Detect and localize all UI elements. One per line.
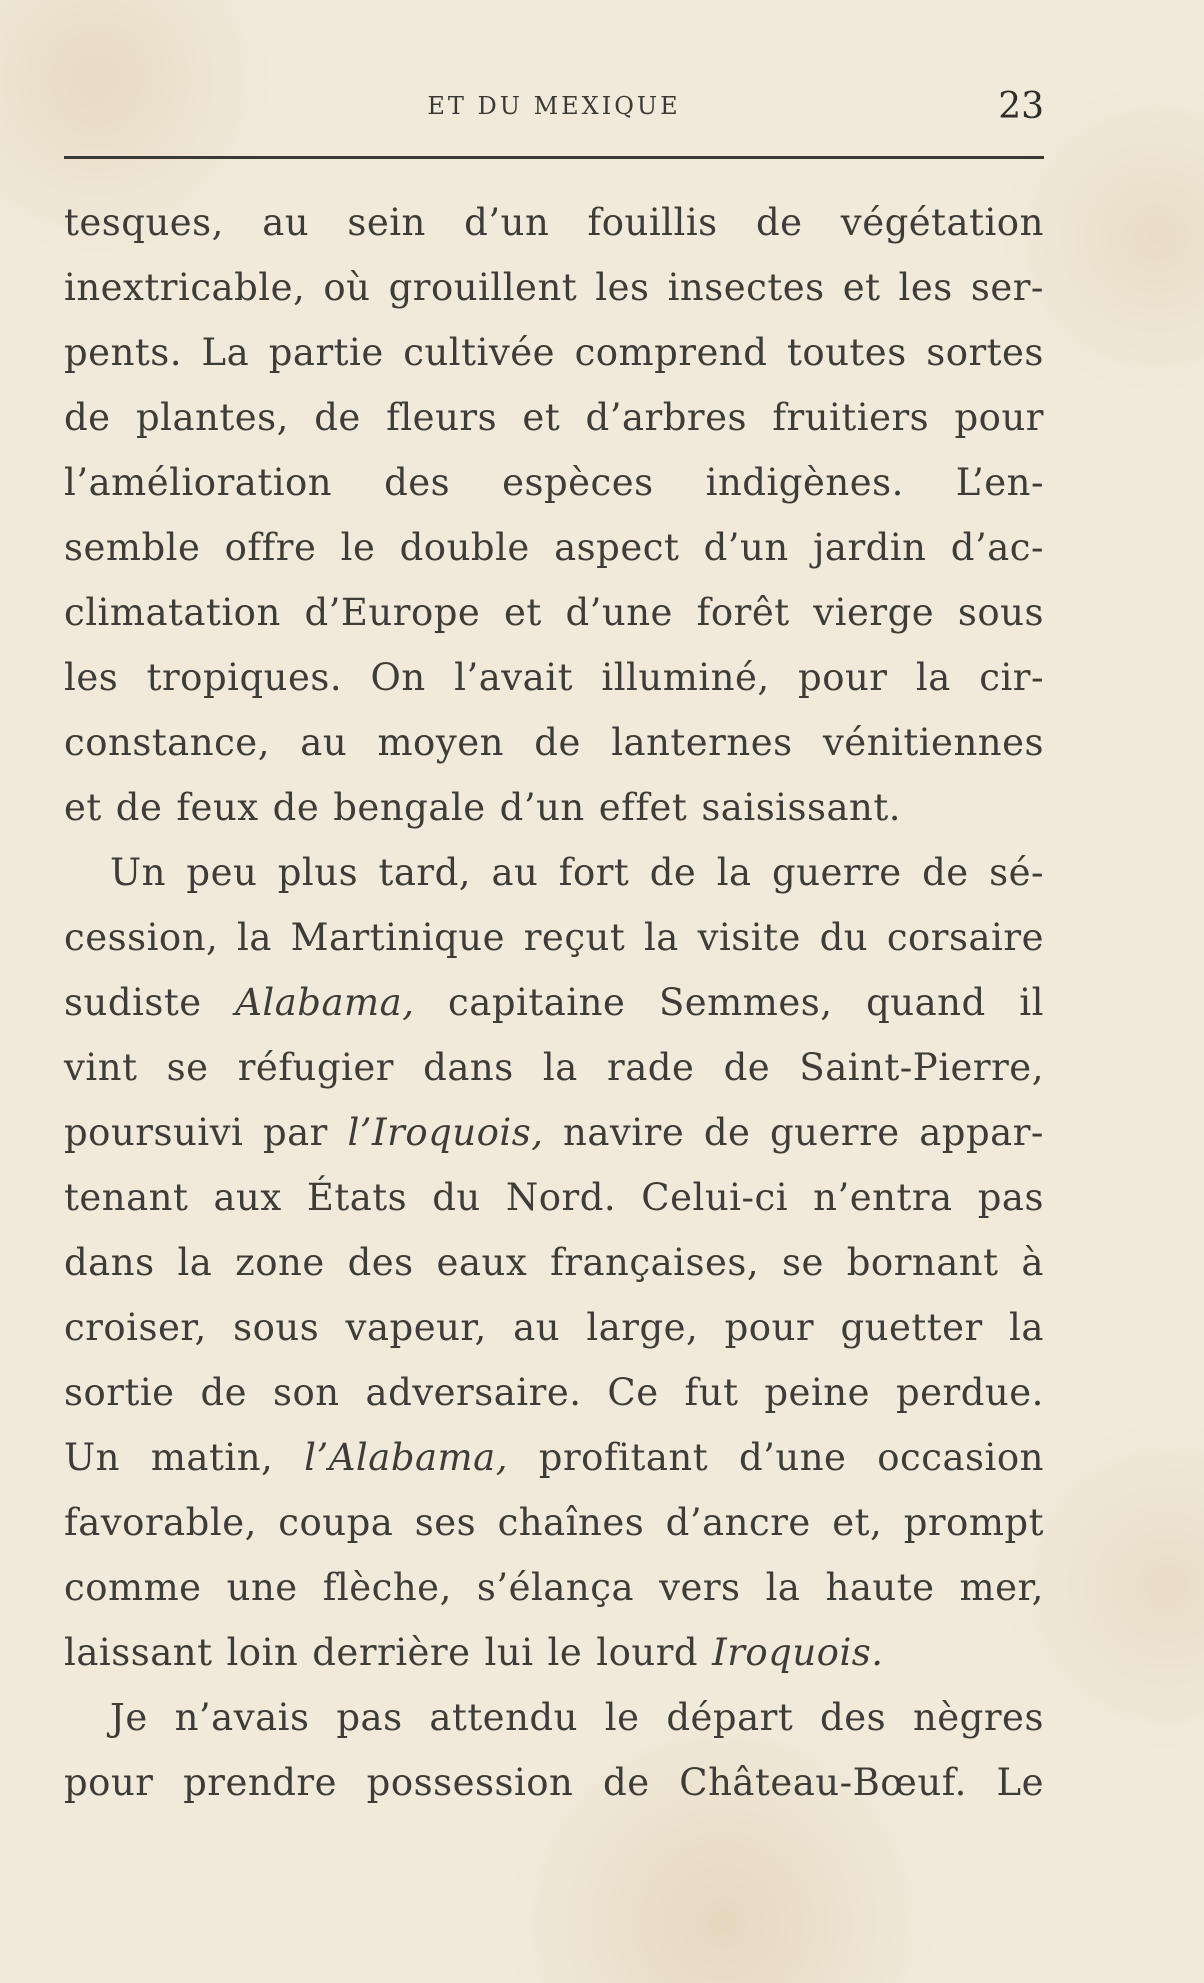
word: sous <box>233 1306 320 1349</box>
word: guetter <box>840 1306 983 1349</box>
word: bornant <box>846 1241 999 1284</box>
word: reçut <box>523 916 626 959</box>
word: Celui-ci <box>641 1176 789 1219</box>
word: favorable, <box>64 1501 257 1544</box>
word: peine <box>764 1371 871 1414</box>
text-line <box>64 1230 1044 1295</box>
word: sé- <box>989 851 1044 894</box>
word: des <box>384 461 451 504</box>
text-line <box>64 905 1044 970</box>
word: Nord. <box>505 1176 617 1219</box>
text-line <box>64 1425 1044 1490</box>
text-line <box>64 450 1044 515</box>
word: Château-Bœuf. <box>679 1761 967 1804</box>
word: zone <box>235 1241 325 1284</box>
word: il <box>1019 981 1044 1024</box>
word: l’avait <box>454 656 573 699</box>
word: les <box>64 656 119 699</box>
word: le <box>340 526 376 569</box>
word: sudiste <box>64 981 202 1024</box>
word: la <box>1009 1306 1044 1349</box>
word: attendu <box>429 1696 578 1739</box>
word: pas <box>336 1696 403 1739</box>
word: occasion <box>877 1436 1044 1479</box>
word: appar- <box>919 1111 1044 1154</box>
word: visite <box>697 916 801 959</box>
text-line <box>64 970 1044 1035</box>
word: d’un <box>703 526 789 569</box>
word: poursuivi <box>64 1111 244 1154</box>
word: rade <box>607 1046 695 1089</box>
word: vapeur, <box>345 1306 487 1349</box>
word: l’Alabama, <box>304 1436 508 1479</box>
word: haute <box>825 1566 935 1609</box>
word: aspect <box>554 526 680 569</box>
word: des <box>820 1696 887 1739</box>
word: fruitiers <box>772 396 930 439</box>
word: guerre <box>772 851 902 894</box>
word: au <box>513 1306 561 1349</box>
word: offre <box>224 526 317 569</box>
text-line <box>64 1295 1044 1360</box>
word: effet <box>598 786 688 829</box>
word: tesques, <box>64 201 224 244</box>
word: large, <box>586 1306 699 1349</box>
word: se <box>781 1241 824 1284</box>
word: saisissant. <box>701 786 902 829</box>
word: d’un <box>464 201 550 244</box>
word: s’élança <box>476 1566 635 1609</box>
text-line <box>64 1750 1044 1815</box>
word: les <box>595 266 650 309</box>
word: partie <box>268 331 384 374</box>
text-line <box>64 1685 1044 1750</box>
word: Martinique <box>290 916 506 959</box>
word: La <box>201 331 250 374</box>
text-line <box>64 385 1044 450</box>
word: insectes <box>667 266 825 309</box>
word: loin <box>226 1631 299 1674</box>
word: du <box>819 916 869 959</box>
word: sous <box>957 591 1044 634</box>
word: de <box>272 786 320 829</box>
word: grouillent <box>388 266 578 309</box>
word: cession, <box>64 916 219 959</box>
word: végétation <box>840 201 1044 244</box>
word: chaînes <box>497 1501 645 1544</box>
header-rule <box>64 156 1044 159</box>
word: de <box>649 851 697 894</box>
word: pour <box>798 656 888 699</box>
word: l’amélioration <box>64 461 333 504</box>
word: de <box>922 851 969 894</box>
word: vierge <box>813 591 935 634</box>
word: cultivée <box>403 331 556 374</box>
word: et <box>522 396 561 439</box>
word: pour <box>64 1761 154 1804</box>
word: adversaire. <box>365 1371 582 1414</box>
word: Un <box>110 851 167 894</box>
word: quand <box>866 981 986 1024</box>
word: perdue. <box>895 1371 1044 1414</box>
word: de <box>755 201 803 244</box>
word: sortes <box>926 331 1044 374</box>
word: dans <box>423 1046 514 1089</box>
word: fleurs <box>386 396 498 439</box>
word: la <box>716 851 752 894</box>
word: de <box>314 396 361 439</box>
word: de <box>64 396 111 439</box>
word: capitaine <box>448 981 626 1024</box>
word: tard, <box>378 851 472 894</box>
word: constance, <box>64 721 270 764</box>
word: pas <box>977 1176 1044 1219</box>
word: n’entra <box>813 1176 953 1219</box>
word: la <box>237 916 272 959</box>
word: illuminé, <box>601 656 770 699</box>
word: semble <box>64 526 201 569</box>
page-number: 23 <box>998 86 1044 127</box>
word: guerre <box>769 1111 900 1154</box>
word: du <box>432 1176 481 1219</box>
word: cir- <box>979 656 1044 699</box>
word: L’en- <box>955 461 1044 504</box>
text-line <box>64 1360 1044 1425</box>
word: d’ancre <box>665 1501 811 1544</box>
word: moyen <box>377 721 504 764</box>
text-line <box>64 1490 1044 1555</box>
word: françaises, <box>550 1241 760 1284</box>
word: eaux <box>436 1241 528 1284</box>
word: d’arbres <box>585 396 747 439</box>
word: Semmes, <box>658 981 833 1024</box>
word: pour <box>954 396 1044 439</box>
word: Un <box>64 1436 121 1479</box>
word: par <box>262 1111 328 1154</box>
word: vint <box>64 1046 138 1089</box>
word: et <box>64 786 102 829</box>
word: profitant <box>538 1436 709 1479</box>
word: fort <box>558 851 630 894</box>
word: son <box>273 1371 340 1414</box>
word: n’avais <box>174 1696 310 1739</box>
word: On <box>370 656 426 699</box>
word: se <box>166 1046 209 1089</box>
word: d’une <box>738 1436 847 1479</box>
word: la <box>177 1241 213 1284</box>
word: lourd <box>596 1631 699 1674</box>
word: de <box>703 1111 751 1154</box>
word: inextricable, <box>64 266 306 309</box>
word: nègres <box>912 1696 1044 1739</box>
word: la <box>765 1566 801 1609</box>
text-line <box>64 580 1044 645</box>
word: dans <box>64 1241 155 1284</box>
text-line <box>64 1035 1044 1100</box>
word: pents. <box>64 331 183 374</box>
word: de <box>723 1046 771 1089</box>
word: de <box>200 1371 248 1414</box>
text-line <box>64 1165 1044 1230</box>
word: Alabama, <box>235 981 415 1024</box>
word: et <box>842 266 881 309</box>
word: le <box>604 1696 640 1739</box>
word: la <box>542 1046 578 1089</box>
word: toutes <box>786 331 907 374</box>
text-line <box>64 1100 1044 1165</box>
word: forêt <box>696 591 790 634</box>
word: le <box>547 1631 583 1674</box>
word: espèces <box>502 461 654 504</box>
word: mer, <box>959 1566 1044 1609</box>
word: comme <box>64 1566 202 1609</box>
word: double <box>399 526 530 569</box>
body-text <box>64 190 1044 1815</box>
word: d’Europe <box>304 591 481 634</box>
word: au <box>300 721 348 764</box>
word: comprend <box>574 331 768 374</box>
word: aux <box>213 1176 282 1219</box>
word: indigènes. <box>705 461 904 504</box>
word: une <box>226 1566 298 1609</box>
word: tenant <box>64 1176 189 1219</box>
word: d’une <box>565 591 673 634</box>
word: fut <box>684 1371 739 1414</box>
word: de <box>534 721 581 764</box>
word: d’ac- <box>950 526 1044 569</box>
running-head: ET DU MEXIQUE <box>427 92 681 120</box>
word: matin, <box>150 1436 274 1479</box>
word: prompt <box>903 1501 1044 1544</box>
word: plus <box>277 851 359 894</box>
word: croiser, <box>64 1306 207 1349</box>
word: plantes, <box>135 396 289 439</box>
word: la <box>915 656 951 699</box>
word: jardin <box>812 526 927 569</box>
text-line <box>64 190 1044 255</box>
word: à <box>1021 1241 1044 1284</box>
word: possession <box>366 1761 574 1804</box>
word: coupa <box>278 1501 394 1544</box>
word: pour <box>724 1306 815 1349</box>
word: de <box>603 1761 650 1804</box>
word: départ <box>666 1696 794 1739</box>
word: au <box>262 201 310 244</box>
word: Je <box>110 1696 148 1739</box>
word: Le <box>996 1761 1044 1804</box>
word: tropiques. <box>146 656 343 699</box>
word: l’Iroquois, <box>347 1111 544 1154</box>
text-line <box>64 775 1044 840</box>
word: et, <box>832 1501 883 1544</box>
text-line <box>64 645 1044 710</box>
page-header <box>64 86 1044 136</box>
text-line <box>64 320 1044 385</box>
word: vénitiennes <box>822 721 1044 764</box>
text-line <box>64 1555 1044 1620</box>
word: corsaire <box>886 916 1044 959</box>
text-line <box>64 255 1044 320</box>
word: Ce <box>607 1371 659 1414</box>
word: ser- <box>970 266 1044 309</box>
word: la <box>643 916 679 959</box>
word: feux <box>176 786 259 829</box>
word: climatation <box>64 591 281 634</box>
word: sortie <box>64 1371 175 1414</box>
word: ses <box>414 1501 477 1544</box>
text-line <box>64 840 1044 905</box>
word: flèche, <box>322 1566 452 1609</box>
word: Saint-Pierre, <box>799 1046 1044 1089</box>
word: où <box>323 266 371 309</box>
word: des <box>347 1241 414 1284</box>
word: prendre <box>183 1761 337 1804</box>
word: laissant <box>64 1631 213 1674</box>
word: États <box>306 1176 408 1219</box>
word: peu <box>186 851 258 894</box>
word: réfugier <box>237 1046 394 1089</box>
word: les <box>898 266 953 309</box>
word: derrière <box>312 1631 471 1674</box>
word: sein <box>347 201 426 244</box>
word: lui <box>484 1631 534 1674</box>
text-line <box>64 710 1044 775</box>
text-line <box>64 515 1044 580</box>
word: navire <box>563 1111 685 1154</box>
word: lanternes <box>611 721 793 764</box>
word: et <box>504 591 542 634</box>
word: bengale <box>333 786 486 829</box>
word: Iroquois. <box>712 1631 884 1674</box>
word: d’un <box>499 786 585 829</box>
word: au <box>491 851 539 894</box>
text-line <box>64 1620 1044 1685</box>
word: vers <box>659 1566 741 1609</box>
word: fouillis <box>587 201 718 244</box>
word: de <box>115 786 163 829</box>
